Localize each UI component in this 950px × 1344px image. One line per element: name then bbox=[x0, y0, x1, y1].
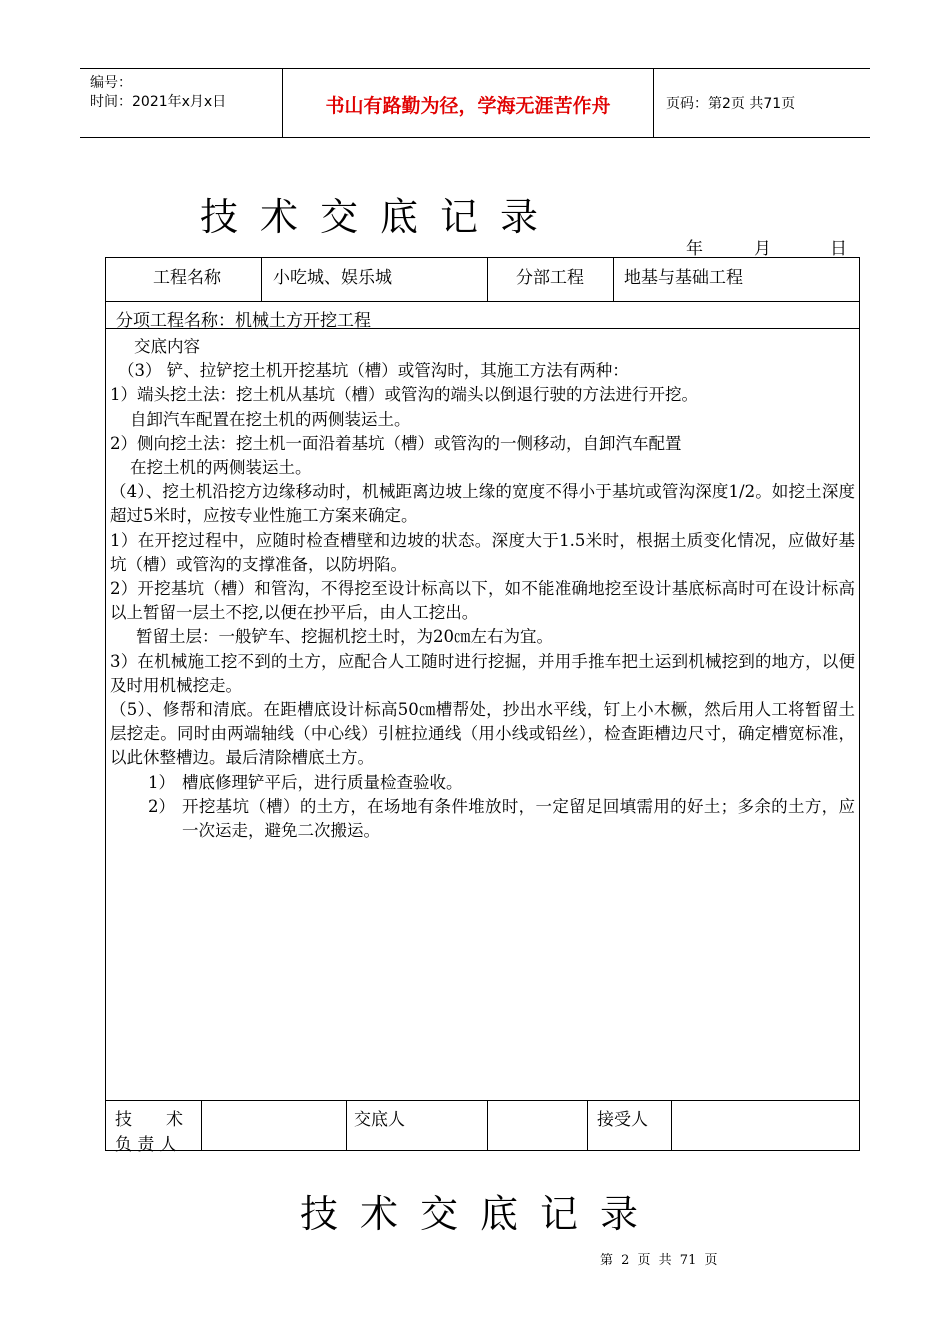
page-label: 页码：第2页 共71页 bbox=[666, 96, 796, 112]
col-divider bbox=[261, 258, 262, 301]
item-text: 槽底修理铲平后，进行质量检查验收。 bbox=[182, 772, 463, 792]
page-header bbox=[80, 68, 870, 138]
document-title: 技术交底记录 bbox=[200, 195, 561, 239]
serial-label: 编号： bbox=[90, 75, 132, 91]
division-label: 分部工程 bbox=[516, 268, 584, 288]
receiver-label: 接受人 bbox=[597, 1110, 648, 1130]
col-divider bbox=[671, 1100, 672, 1151]
content-paragraph: 2）开挖基坑（槽）和管沟，不得挖至设计标高以下，如不能准确地挖至设计基底标高时可在设计标高以上暂留一层土不挖,以便在抄平后，由人工挖出。 bbox=[110, 578, 855, 623]
col-divider bbox=[613, 258, 614, 301]
date-day: 日 bbox=[830, 239, 847, 259]
numbered-item bbox=[110, 795, 855, 843]
tech-lead-label-2: 负 责 人 bbox=[115, 1135, 177, 1155]
content-line: 自卸汽车配置在挖土机的两侧装运土。 bbox=[130, 409, 411, 429]
date-year: 年 bbox=[686, 239, 703, 259]
project-name-label: 工程名称 bbox=[153, 268, 221, 288]
col-divider bbox=[346, 1100, 347, 1151]
handover-form bbox=[105, 257, 860, 1155]
content-line: （3） 铲、拉铲挖土机开挖基坑（槽）或管沟时，其施工方法有两种： bbox=[118, 361, 629, 381]
col-divider bbox=[487, 258, 488, 301]
project-name-value: 小吃城、娱乐城 bbox=[273, 268, 392, 288]
handover-content bbox=[110, 335, 855, 843]
header-left-cell bbox=[80, 69, 283, 137]
time-label: 时间：2021年x月x日 bbox=[90, 94, 227, 110]
date-month: 月 bbox=[754, 239, 771, 259]
motto: 书山有路勤为径，学海无涯苦作舟 bbox=[325, 95, 611, 117]
header-motto-cell bbox=[283, 69, 654, 137]
row-divider bbox=[106, 1100, 859, 1101]
content-line: 在挖土机的两侧装运土。 bbox=[130, 457, 312, 477]
content-paragraph: （5）、修帮和清底。在距槽底设计标高50㎝槽帮处，抄出水平线，钉上小木橛，然后用人工将暂留土层挖走。同时由两端轴线（中心线）引桩拉通线（用小线或铅丝），检查距槽边尺寸，确定槽宽标准，以此休整槽边。最后清除槽底土方。 bbox=[110, 699, 855, 768]
document-title-repeat: 技术交底记录 bbox=[300, 1192, 661, 1236]
col-divider bbox=[487, 1100, 488, 1151]
content-line: 2）侧向挖土法：挖土机一面沿着基坑（槽）或管沟的一侧移动，自卸汽车配置 bbox=[110, 433, 682, 453]
numbered-item bbox=[110, 771, 855, 795]
content-paragraph: （4）、挖土机沿挖方边缘移动时，机械距离边坡上缘的宽度不得小于基坑或管沟深度1/2。如挖土深度超过5米时，应按专业性施工方案来确定。 bbox=[110, 482, 855, 526]
page-footer: 第 2 页 共 71 页 bbox=[600, 1253, 718, 1268]
col-divider bbox=[587, 1100, 588, 1151]
content-heading: 交底内容 bbox=[134, 337, 200, 356]
content-line: 暂留土层：一般铲车、挖掘机挖土时，为20㎝左右为宜。 bbox=[136, 627, 553, 647]
tech-lead-label-1: 技 术 bbox=[115, 1110, 183, 1130]
handover-person-label: 交底人 bbox=[354, 1110, 405, 1130]
item-number: 1） bbox=[148, 772, 175, 792]
row-divider bbox=[106, 301, 859, 302]
subitem-name: 分项工程名称：机械土方开挖工程 bbox=[116, 311, 371, 331]
content-paragraph: 1）在开挖过程中，应随时检查槽壁和边坡的状态。深度大于1.5米时，根据土质变化情况，应做好基坑（槽）或管沟的支撑准备，以防坍陷。 bbox=[110, 530, 855, 574]
division-value: 地基与基础工程 bbox=[624, 268, 743, 288]
item-text: 开挖基坑（槽）的土方，在场地有条件堆放时，一定留足回填需用的好土；多余的土方，应一次运走，避免二次搬运。 bbox=[182, 796, 855, 840]
content-line: 1）端头挖土法：挖土机从基坑（槽）或管沟的端头以倒退行驶的方法进行开挖。 bbox=[110, 385, 698, 405]
content-paragraph: 3）在机械施工挖不到的土方，应配合人工随时进行挖掘，并用手推车把土运到机械挖到的地方，以便及时用机械挖走。 bbox=[110, 651, 855, 695]
item-number: 2） bbox=[148, 796, 175, 816]
header-page-cell bbox=[654, 69, 870, 137]
col-divider bbox=[201, 1100, 202, 1151]
